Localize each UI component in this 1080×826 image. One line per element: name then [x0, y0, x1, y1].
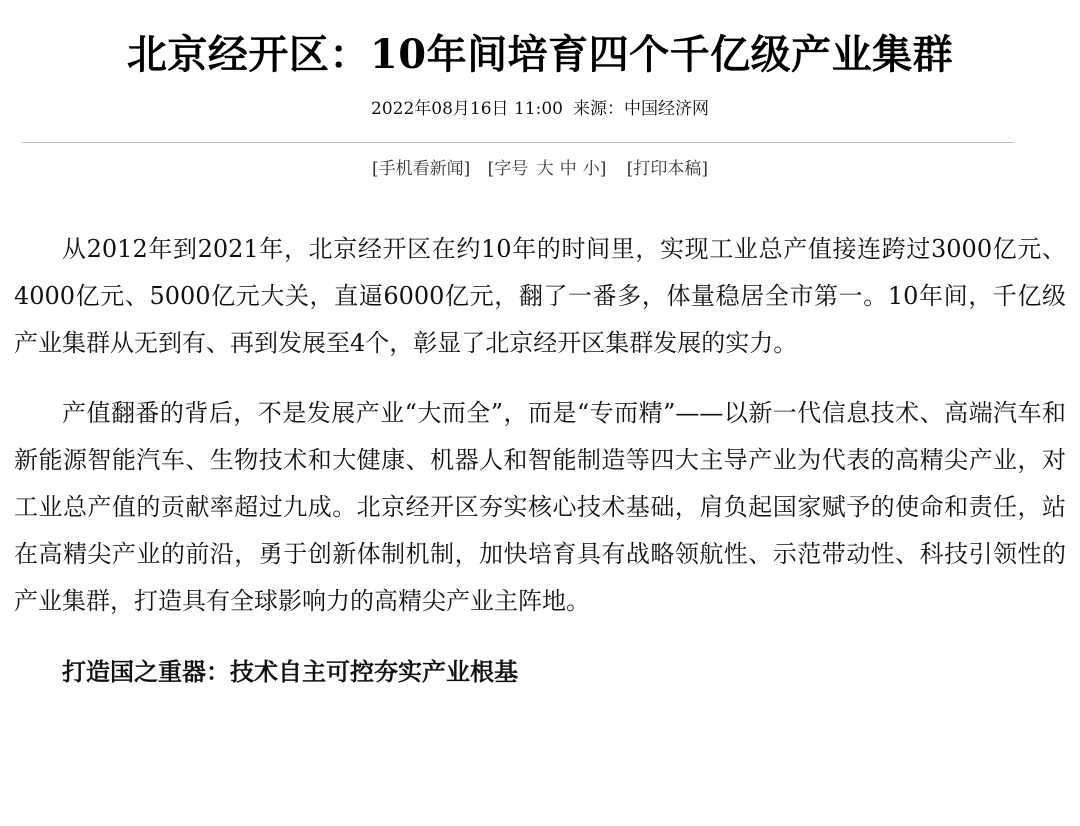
mobile-news-link[interactable]: [手机看新闻] — [371, 159, 471, 179]
article-body — [14, 226, 1066, 695]
font-size-medium-link[interactable]: 中 — [559, 159, 577, 179]
source-name: 中国经济网 — [623, 99, 709, 119]
font-size-small-link[interactable]: 小] — [582, 159, 607, 179]
publish-date: 2022年08月16日 11:00 — [371, 99, 563, 119]
font-size-large-link[interactable]: 大 — [536, 159, 554, 179]
section-subheading: 打造国之重器：技术自主可控夯实产业根基 — [62, 657, 518, 686]
print-article-link[interactable]: [打印本稿] — [626, 159, 709, 179]
article-meta — [14, 97, 1066, 121]
article-tools — [14, 157, 1066, 181]
source-label: 来源： — [572, 99, 624, 119]
article-title: 北京经开区：10年间培育四个千亿级产业集群 — [126, 31, 954, 78]
font-size-label: [字号 — [487, 159, 529, 179]
font-size-control — [488, 157, 610, 181]
header-divider — [22, 142, 1014, 143]
article-paragraph: 从2012年到2021年，北京经开区在约10年的时间里，实现工业总产值接连跨过3000亿元、4000亿元、5000亿元大关，直逼6000亿元，翻了一番多，体量稳居全市第一。10年间，千亿级产业集群从无到有、再到发展至4个，彰显了北京经开区集群发展的实力。 — [14, 235, 1066, 357]
article-paragraph: 产值翻番的背后，不是发展产业“大而全”，而是“专而精”——以新一代信息技术、高端汽车和新能源智能汽车、生物技术和大健康、机器人和智能制造等四大主导产业为代表的高精尖产业，对工业总产值的贡献率超过九成。北京经开区夯实核心技术基础，肩负起国家赋予的使命和责任，站在高精尖产业的前沿，勇于创新体制机制，加快培育具有战略领航性、示范带动性、科技引领性的产业集群，打造具有全球影响力的高精尖产业主阵地。 — [14, 399, 1066, 615]
